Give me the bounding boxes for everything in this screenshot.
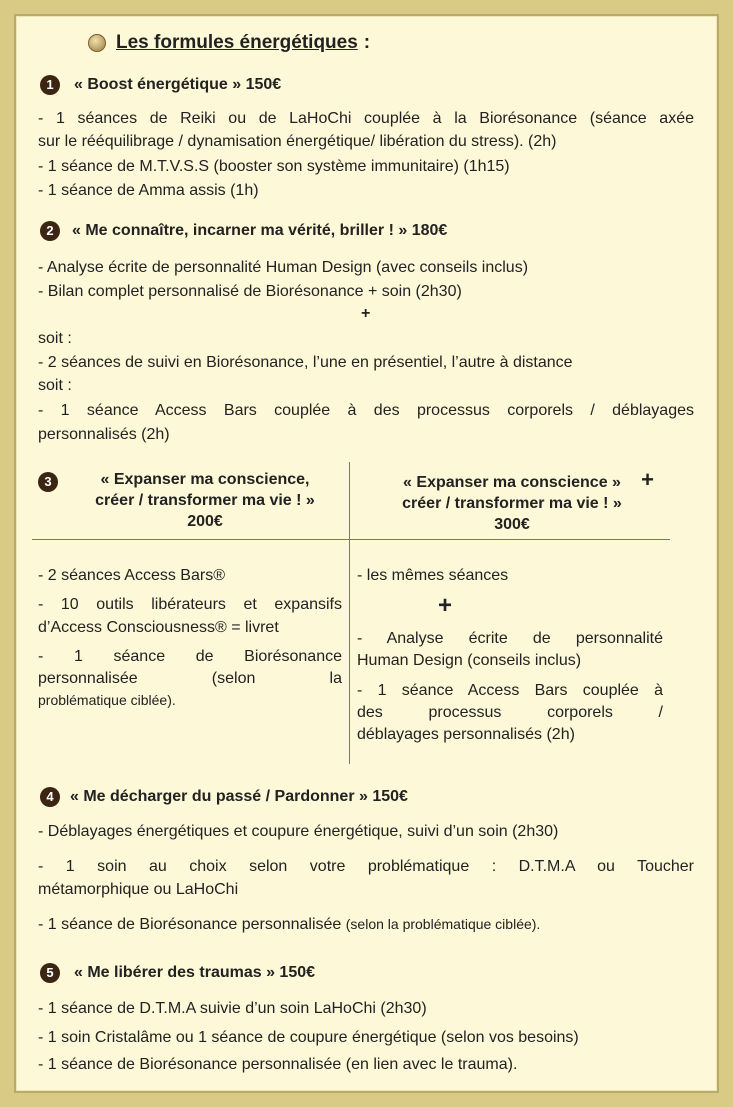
row-divider [32,539,670,540]
list-item: - 1 séances de Reiki ou de LaHoChi couplée à la Biorésonance (séance axée [38,110,694,127]
list-item: soit : [38,377,72,394]
list-item: - 1 séance de M.T.V.S.S (booster son système immunitaire) (1h15) [38,158,510,175]
section-number-4: 4 [40,787,60,807]
list-item-main: - 1 séance de Biorésonance personnalisée [38,916,342,933]
page-title: Les formules énergétiques [116,32,358,53]
section-title-5: « Me libérer des traumas » 150€ [74,964,316,981]
column-divider [349,462,350,764]
section-title-4: « Me décharger du passé / Pardonner » 150€ [70,788,408,805]
list-item: - 1 séance de Biorésonance personnalisée (en lien avec le trauma). [38,1056,518,1073]
formula-left-title-line: « Expanser ma conscience, [100,471,310,488]
list-item: - 1 soin au choix selon votre problématique : D.T.M.A ou Toucher [38,858,694,875]
list-item: - Analyse écrite de personnalité [357,630,663,647]
list-item: personnalisés (2h) [38,426,170,443]
section-title-2: « Me connaître, incarner ma vérité, briller ! » 180€ [72,222,448,239]
list-item: - Bilan complet personnalisé de Biorésonance + soin (2h30) [38,283,462,300]
section-title-1: « Boost énergétique » 150€ [74,76,282,93]
list-item: - 1 séance Access Bars couplée à [357,682,663,699]
plus-sign: + [438,592,453,619]
formula-right-title [362,467,662,534]
list-item: - les mêmes séances [357,567,509,584]
list-item: soit : [38,330,72,347]
list-item: - Déblayages énergétiques et coupure énergétique, suivi d’un soin (2h30) [38,823,559,840]
list-item: d’Access Consciousness® = livret [38,619,279,636]
formula-left-price: 200€ [187,513,223,530]
section-number-1: 1 [40,75,60,95]
list-item: - 1 séance de Amma assis (1h) [38,182,259,199]
section-number-3: 3 [38,472,58,492]
list-item: - 2 séances de suivi en Biorésonance, l’une en présentiel, l’autre à distance [38,354,573,371]
section-number-5: 5 [40,963,60,983]
list-item: problématique ciblée). [38,692,176,708]
formula-right-title-line [362,467,662,492]
formula-left-title-line: créer / transformer ma vie ! » [95,492,315,509]
list-item: des processus corporels / [357,704,663,721]
title-colon: : [363,32,371,53]
formula-right-price: 300€ [494,516,530,533]
list-item-note: (selon la problématique ciblée). [345,916,541,932]
page-header [88,32,370,54]
plus-sign: + [361,305,371,322]
list-item: - 2 séances Access Bars® [38,567,225,584]
formula-right-title-line: créer / transformer ma vie ! » [402,495,622,512]
list-item: - 10 outils libérateurs et expansifs [38,596,342,613]
list-item: - Analyse écrite de personnalité Human Design (avec conseils inclus) [38,259,529,276]
list-item: personnalisée (selon la [38,670,342,687]
list-item: Human Design (conseils inclus) [357,652,582,669]
section-number-2: 2 [40,221,60,241]
formula-left-title [60,471,350,531]
list-item: - 1 séance de Biorésonance [38,648,342,665]
list-item: - 1 soin Cristalâme ou 1 séance de coupure énergétique (selon vos besoins) [38,1029,579,1046]
list-item: sur le rééquilibrage / dynamisation énergétique/ libération du stress). (2h) [38,133,557,150]
formula-right-title-text: « Expanser ma conscience » [403,474,621,491]
list-item: métamorphique ou LaHoChi [38,881,239,898]
list-item: - 1 séance Access Bars couplée à des processus corporels / déblayages [38,402,694,419]
coin-icon [88,34,106,52]
plus-sign: + [641,467,654,492]
list-item [38,916,540,934]
list-item: déblayages personnalisés (2h) [357,726,575,743]
list-item: - 1 séance de D.T.M.A suivie d’un soin LaHoChi (2h30) [38,1000,427,1017]
